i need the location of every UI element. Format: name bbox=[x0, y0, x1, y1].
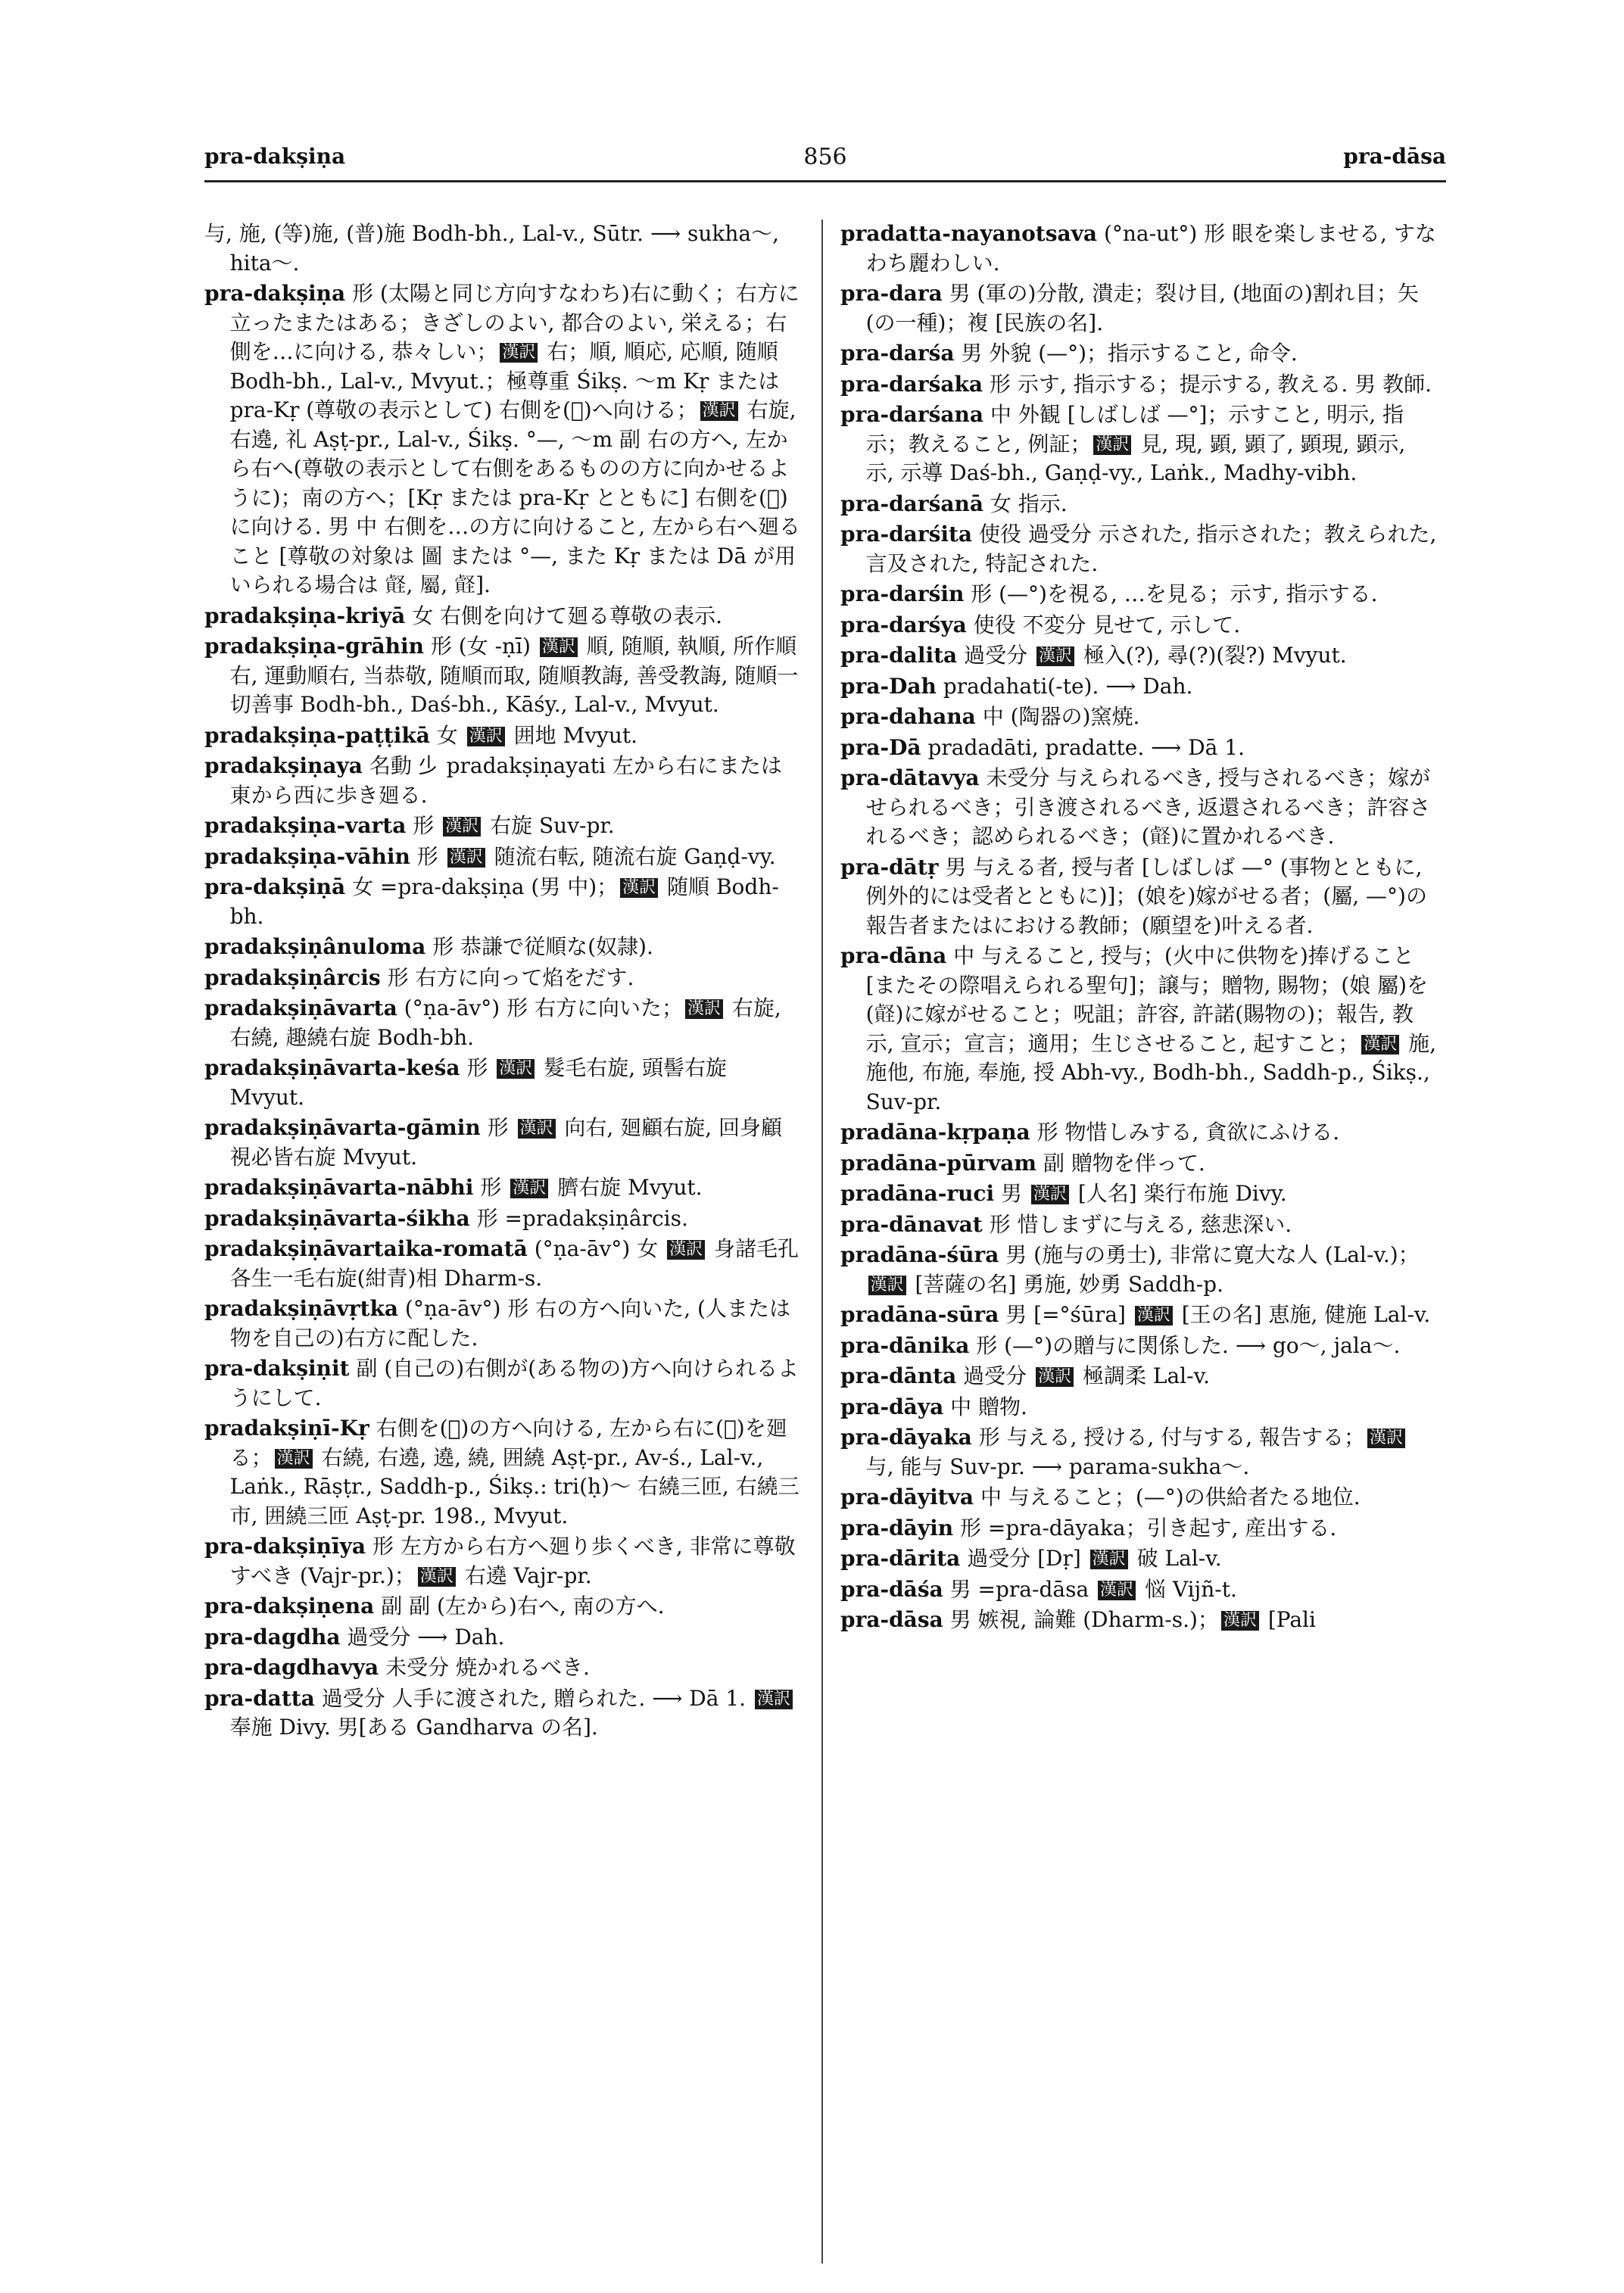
dictionary-entry bbox=[840, 220, 1439, 278]
entry-definition: 使役 不変分 見せて, 示して. bbox=[973, 612, 1241, 637]
entry-headword: pra-darśanā bbox=[840, 491, 983, 516]
translation-label: 漢訳 bbox=[1135, 1306, 1173, 1326]
entry-headword: pra-darśya bbox=[840, 612, 967, 637]
entry-definition: 形 (—°)を視る, …を見る；示す, 指示する. bbox=[971, 581, 1378, 606]
dictionary-entry bbox=[204, 873, 803, 931]
page-header bbox=[204, 144, 1446, 182]
entry-headword: pra-dānta bbox=[840, 1363, 957, 1388]
dictionary-entry bbox=[204, 721, 803, 751]
dictionary-entry bbox=[204, 279, 803, 600]
dictionary-entry bbox=[204, 632, 803, 720]
entry-headword: pra-darśin bbox=[840, 581, 965, 606]
entry-headword: pradakṣiṇa-grāhin bbox=[204, 634, 424, 659]
entry-headword: pra-dāyaka bbox=[840, 1425, 972, 1450]
entry-headword: pradakṣiṇāvartaika-romatā bbox=[204, 1236, 528, 1261]
dictionary-entry bbox=[840, 1544, 1439, 1574]
dictionary-entry bbox=[840, 764, 1439, 852]
translation-label: 漢訳 bbox=[1090, 1550, 1128, 1569]
dictionary-entry bbox=[204, 1173, 803, 1203]
dictionary-entry bbox=[204, 994, 803, 1052]
entry-definition: 男 外貌 (—°)；指示すること, 命令. bbox=[961, 341, 1298, 366]
entry-headword: pra-Dā bbox=[840, 734, 921, 760]
dictionary-entry bbox=[204, 1684, 803, 1743]
dictionary-entry bbox=[204, 1204, 803, 1234]
entry-headword: pra-dāyin bbox=[840, 1515, 954, 1541]
entry-definition: 名動 𣥂 pradakṣiṇayati 左から右にまたは東から西に歩き廻る. bbox=[229, 753, 782, 808]
entry-definition: 中 与えること；(—°)の供給者たる地位. bbox=[980, 1485, 1361, 1509]
translation-label: 漢訳 bbox=[510, 1179, 548, 1198]
entry-headword: pra-dakṣiṇit bbox=[204, 1356, 350, 1381]
dictionary-entry bbox=[840, 1241, 1439, 1299]
entry-headword: pradakṣiṇāvarta-gāmin bbox=[204, 1115, 481, 1140]
translation-label: 漢訳 bbox=[755, 1690, 793, 1709]
entry-definition: 形 漢訳 髮毛右旋, 頭髻右旋 Mvyut. bbox=[229, 1055, 728, 1110]
entry-headword: pradāna-ruci bbox=[840, 1181, 995, 1206]
entry-definition: 男 与える者, 授与者 [しばしば —° (事物とともに, 例外的には受者とともに)]；(娘を)嫁がせる者；(屬, —°)の報告者またはにおける教師；(願望を)叶える者. bbox=[865, 854, 1427, 938]
entry-headword: pra-darśa bbox=[840, 341, 955, 366]
dictionary-entry bbox=[840, 520, 1439, 578]
entry-headword: pra-dānavat bbox=[840, 1211, 983, 1237]
dictionary-entry bbox=[840, 279, 1439, 338]
entry-definition: 形 漢訳 臍右旋 Mvyut. bbox=[480, 1175, 703, 1200]
translation-label: 漢訳 bbox=[1031, 1185, 1069, 1204]
entry-headword: pra-dārita bbox=[840, 1546, 961, 1571]
header-rule bbox=[204, 180, 1446, 182]
entry-headword: pra-dahana bbox=[840, 704, 976, 729]
entry-headword: pra-dagdha bbox=[204, 1624, 341, 1650]
dictionary-entry bbox=[840, 1393, 1439, 1422]
entry-headword: pradakṣiṇī-Kṛ bbox=[204, 1416, 369, 1441]
entry-definition: 中 外観 [しばしば —°]；示すこと, 明示, 指示；教えること, 例証； 漢訳 見, 現, 顕, 顕了, 顕現, 顕示, 示, 示導 Daś-bh., Gaṇḍ-vy., Laṅk., Madhy-vibh. bbox=[865, 402, 1406, 485]
translation-label: 漢訳 bbox=[418, 1567, 456, 1587]
dictionary-entry bbox=[840, 339, 1439, 369]
left-column bbox=[204, 220, 803, 1744]
dictionary-entry bbox=[840, 490, 1439, 519]
translation-label: 漢訳 bbox=[500, 343, 538, 363]
entry-definition: 形 恭謙で従順な(奴隷). bbox=[432, 934, 653, 959]
entry-definition: 形 惜しまずに与える, 慈悲深い. bbox=[989, 1211, 1292, 1237]
entry-definition: 形 漢訳 向右, 廻顧右旋, 回身顧視必皆右旋 Mvyut. bbox=[229, 1115, 783, 1170]
dictionary-entry bbox=[840, 853, 1439, 941]
entry-headword: pra-dātavya bbox=[840, 765, 980, 790]
entry-headword: pradakṣiṇa-paṭṭikā bbox=[204, 722, 430, 748]
entry-headword: pradakṣiṇāvarta bbox=[204, 995, 397, 1020]
dictionary-entry bbox=[840, 1210, 1439, 1240]
entry-headword: pradakṣiṇaya bbox=[204, 753, 363, 778]
entry-headword: pra-dakṣiṇa bbox=[204, 281, 346, 306]
entry-definition: 形 左方から右方へ廻り歩くべき, 非常に尊敬すべき (Vajr-pr.)； 漢訳 右遶 Vajr-pr. bbox=[229, 1534, 796, 1588]
entry-definition: 過受分 漢訳 極入(?), 尋(?)(裂?) Mvyut. bbox=[964, 643, 1347, 668]
translation-label: 漢訳 bbox=[868, 1276, 906, 1295]
dictionary-entry bbox=[204, 964, 803, 993]
entry-headword: pra-dara bbox=[840, 281, 943, 306]
dictionary-entry bbox=[840, 370, 1439, 400]
dictionary-entry bbox=[204, 812, 803, 841]
entry-definition: 女 指示. bbox=[990, 491, 1068, 516]
entry-headword: pra-dāya bbox=[840, 1394, 944, 1419]
entry-definition: 男 嫉視, 論難 (Dharm-s.)； 漢訳 [Pali bbox=[949, 1607, 1316, 1632]
entry-definition: 使役 過受分 示された, 指示された；教えられた, 言及された, 特記された. bbox=[865, 522, 1437, 576]
translation-label: 漢訳 bbox=[540, 637, 578, 657]
dictionary-entry bbox=[840, 400, 1439, 488]
dictionary-entry bbox=[840, 1179, 1439, 1209]
entry-headword: pra-darśana bbox=[840, 402, 983, 427]
translation-label: 漢訳 bbox=[620, 878, 658, 898]
column-divider bbox=[821, 220, 823, 2263]
entry-definition: 副 (自己の)右側が(ある物の)方へ向けられるようにして. bbox=[229, 1356, 800, 1410]
entry-definition: pradahati(-te). ⟶ Dah. bbox=[943, 673, 1193, 699]
entry-headword: pra-dāśa bbox=[840, 1576, 943, 1602]
entry-definition: 男 =pra-dāsa 漢訳 悩 Vijñ-t. bbox=[949, 1576, 1237, 1602]
entry-definition: 形 漢訳 右旋 Suv-pr. bbox=[413, 813, 615, 838]
translation-label: 漢訳 bbox=[1093, 435, 1131, 455]
translation-label: 漢訳 bbox=[1361, 1035, 1399, 1055]
running-head-right: pra-dāsa bbox=[1343, 144, 1446, 169]
entry-headword: pra-datta bbox=[204, 1685, 315, 1711]
dictionary-entry bbox=[204, 1294, 803, 1353]
entry-definition: 過受分 ⟶ Dah. bbox=[347, 1624, 505, 1650]
translation-label: 漢訳 bbox=[667, 1240, 705, 1260]
translation-label: 漢訳 bbox=[1221, 1611, 1259, 1631]
running-head-left: pra-dakṣiṇa bbox=[204, 144, 346, 169]
dictionary-entry bbox=[204, 1054, 803, 1112]
dictionary-entry bbox=[204, 220, 803, 278]
entry-definition: 未受分 与えられるべき, 授与されるべき；嫁がせられるべき；引き渡されるべき, 返還されるべき；許容されるべき；認められるべき；(𧷎)に置かれるべき. bbox=[865, 765, 1431, 849]
dictionary-entry bbox=[840, 942, 1439, 1117]
dictionary-entry bbox=[204, 933, 803, 962]
dictionary-entry bbox=[840, 1423, 1439, 1481]
entry-headword: pra-dānika bbox=[840, 1332, 970, 1358]
entry-definition: 女 =pra-dakṣiṇa (男 中)； 漢訳 随順 Bodh-bh. bbox=[229, 874, 779, 929]
dictionary-entry bbox=[204, 1653, 803, 1683]
dictionary-entry bbox=[840, 611, 1439, 640]
entry-headword: pradāna-śūra bbox=[840, 1242, 999, 1267]
entry-definition: 形 =pra-dāyaka；引き起す, 産出する. bbox=[959, 1515, 1337, 1541]
dictionary-entry bbox=[840, 1149, 1439, 1179]
entry-headword: pradakṣiṇa-kriyā bbox=[204, 603, 406, 628]
entry-headword: pra-dāna bbox=[840, 943, 947, 968]
dictionary-entry bbox=[840, 641, 1439, 671]
entry-definition: 女 右側を向けて廻る尊敬の表示. bbox=[412, 603, 723, 628]
entry-definition: 未受分 焼かれるべき. bbox=[385, 1655, 590, 1680]
entry-definition: 形 (女 -ṇī) 漢訳 順, 随順, 執順, 所作順右, 運動順右, 当恭敬, 随順而取, 随順教誨, 善受教誨, 随順一切善事 Bodh-bh., Daś-bh., Kāśy., Lal-v., Mvyut. bbox=[229, 634, 799, 717]
entry-definition: 女 漢訳 囲地 Mvyut. bbox=[436, 722, 638, 748]
entry-headword: pra-Dah bbox=[840, 673, 937, 699]
entry-definition: (°ṇa-āv°) 形 右方に向いた； 漢訳 右旋, 右繞, 趣繞右旋 Bodh-bh. bbox=[229, 995, 781, 1050]
entry-definition: 形 漢訳 随流右転, 随流右旋 Gaṇḍ-vy. bbox=[416, 843, 776, 869]
entry-definition: 男 (施与の勇士), 非常に寛大な人 (Lal-v.)；漢訳 [菩薩の名] 勇施, 妙勇 Saddh-p. bbox=[866, 1242, 1420, 1297]
entry-definition: pradadāti, pradatte. ⟶ Dā 1. bbox=[927, 734, 1245, 760]
entry-definition: 形 (太陽と同じ方向すなわち)右に動く；右方に立ったまたはある；きざしのよい, 都合のよい, 栄える；右側を…に向ける, 恭々しい； 漢訳 右；順, 順応, 応順, 随順 Bodh-bh., Lal-v., Mvyut.；極尊重 Śikṣ. ～m Kṛ または pra-Kṛ (尊敬の表示として) 右側を(𥘉)へ向ける； 漢訳 右旋, 右遶, 礼 Aṣṭ-pr., Lal-v., Śikṣ. °—, ～m 副 右の方へ, 左から右へ(尊敬の表示として右側をあるものの方に向かせるように)；南の方へ；[Kṛ または pra-Kṛ とともに] 右側を(𥘉)に向ける. 男 中 右側を…の方に向けること, 左から右へ廻ること [尊敬の対象は 圖 または °—, また Kṛ または Dā が用いられる場合は 𧷎, 屬, 𧷎]. bbox=[229, 281, 800, 597]
entry-definition: 形 示す, 指示する；提示する, 教える. 男 教師. bbox=[989, 371, 1432, 397]
dictionary-entry bbox=[840, 734, 1439, 763]
dictionary-entry bbox=[840, 1483, 1439, 1513]
entry-definition: 形 右方に向って焰をだす. bbox=[387, 964, 634, 990]
dictionary-entry bbox=[204, 1235, 803, 1293]
right-column bbox=[840, 220, 1439, 1637]
translation-label: 漢訳 bbox=[443, 817, 481, 837]
translation-label: 漢訳 bbox=[275, 1449, 313, 1469]
dictionary-entry bbox=[204, 752, 803, 810]
dictionary-entry bbox=[204, 1114, 803, 1172]
translation-label: 漢訳 bbox=[1098, 1581, 1136, 1600]
dictionary-entry bbox=[204, 1532, 803, 1590]
entry-definition: 副 副 (左から)右へ, 南の方へ. bbox=[381, 1594, 665, 1618]
entry-headword: pradakṣiṇāvarta-keśa bbox=[204, 1055, 460, 1080]
entry-headword: pra-darśita bbox=[840, 522, 973, 547]
entry-headword: pra-dalita bbox=[840, 643, 958, 668]
entry-headword: pra-dātṛ bbox=[840, 854, 939, 880]
translation-label: 漢訳 bbox=[685, 999, 723, 1019]
dictionary-entry bbox=[840, 1606, 1439, 1635]
entry-definition: 右側を(𥘉)の方へ向ける, 左から右に(𥘉)を廻る； 漢訳 右繞, 右遶, 遶, 繞, 囲繞 Aṣṭ-pr., Av-ś., Lal-v., Laṅk., Rāṣṭr., Saddh-p., Śikṣ.: tri(ḥ)～ 右繞三匝, 右繞三市, 囲繞三匝 Aṣṭ-pr. 198., Mvyut. bbox=[229, 1416, 800, 1528]
dictionary-entry bbox=[204, 1414, 803, 1531]
entry-definition: 男 [=°śūra] 漢訳 [王の名] 恵施, 健施 Lal-v. bbox=[1005, 1302, 1431, 1327]
entry-headword: pradakṣiṇânuloma bbox=[204, 934, 426, 959]
entry-definition: 過受分 人手に渡された, 贈られた. ⟶ Dā 1. 漢訳 奉施 Divy. 男[ある Gandharva の名]. bbox=[230, 1686, 795, 1740]
entry-definition: 中 贈物. bbox=[950, 1394, 1027, 1419]
entry-headword: pra-dāsa bbox=[840, 1607, 943, 1632]
dictionary-entry bbox=[840, 1332, 1439, 1361]
entry-definition: (°na-ut°) 形 眼を楽しませる, すなわち麗わしい. bbox=[865, 221, 1436, 276]
dictionary-entry bbox=[204, 1623, 803, 1653]
entry-headword: pradāna-kṛpaṇa bbox=[840, 1120, 1030, 1145]
entry-definition: (°ṇa-āv°) 女 漢訳 身諸毛孔各生一毛右旋(紺青)相 Dharm-s. bbox=[229, 1236, 799, 1291]
entry-headword: pradakṣiṇāvṛtka bbox=[204, 1296, 398, 1321]
entry-definition: 男 (軍の)分散, 潰走；裂け目, (地面の)割れ目；矢(の一種)；複 [民族の名]. bbox=[865, 281, 1419, 335]
translation-label: 漢訳 bbox=[1367, 1428, 1405, 1448]
dictionary-entry bbox=[204, 1354, 803, 1413]
entry-headword: pradakṣiṇârcis bbox=[204, 964, 381, 990]
translation-label: 漢訳 bbox=[447, 848, 485, 868]
entry-definition: 形 =pradakṣiṇârcis. bbox=[476, 1205, 688, 1231]
entry-definition: (°ṇa-āv°) 形 右の方へ向いた, (人または物を自己の)右方に配した. bbox=[229, 1296, 790, 1351]
entry-headword: pradakṣiṇāvarta-śikha bbox=[204, 1205, 470, 1231]
entry-headword: pra-dakṣiṇīya bbox=[204, 1534, 366, 1559]
dictionary-entry bbox=[840, 1118, 1439, 1148]
entry-definition: 与, 施, (等)施, (普)施 Bodh-bh., Lal-v., Sūtr. ⟶ sukha～, hita～. bbox=[204, 221, 780, 276]
translation-label: 漢訳 bbox=[497, 1059, 535, 1079]
dictionary-entry bbox=[204, 843, 803, 872]
translation-label: 漢訳 bbox=[700, 401, 738, 421]
translation-label: 漢訳 bbox=[467, 727, 505, 746]
entry-headword: pradakṣiṇa-varta bbox=[204, 813, 407, 838]
entry-headword: pradāna-pūrvam bbox=[840, 1150, 1037, 1176]
entry-definition: 過受分 [Dṛ] 漢訳 破 Lal-v. bbox=[967, 1546, 1222, 1571]
page-number: 856 bbox=[803, 144, 847, 170]
entry-headword: pra-dāyitva bbox=[840, 1485, 974, 1509]
entry-headword: pradakṣiṇa-vāhin bbox=[204, 843, 410, 869]
dictionary-entry bbox=[840, 580, 1439, 609]
dictionary-entry bbox=[840, 703, 1439, 732]
entry-definition: 過受分 漢訳 極調柔 Lal-v. bbox=[963, 1363, 1210, 1388]
dictionary-entry bbox=[840, 1362, 1439, 1391]
entry-headword: pra-dagdhavya bbox=[204, 1655, 379, 1680]
entry-definition: 形 (—°)の贈与に関係した. ⟶ go～, jala～. bbox=[976, 1332, 1401, 1358]
dictionary-entry bbox=[840, 1301, 1439, 1330]
dictionary-entry bbox=[840, 1514, 1439, 1544]
translation-label: 漢訳 bbox=[518, 1119, 556, 1139]
dictionary-entry bbox=[840, 1575, 1439, 1605]
entry-definition: 中 与えること, 授与；(火中に供物を)捧げること [またその際唱えられる聖句]；譲与；贈物, 賜物；(娘 屬)を(𧷎)に嫁がせること；呪詛；許容, 許諾(賜物の)；報告, 教示, 宣示；宣言；適用；生じさせること, 起すこと； 漢訳 施, 施他, 布施, 奉施, 授 Abh-vy., Bodh-bh., Saddh-p., Śikṣ., Suv-pr. bbox=[865, 943, 1437, 1114]
entry-headword: pra-darśaka bbox=[840, 371, 983, 397]
entry-headword: pradatta-nayanotsava bbox=[840, 221, 1098, 246]
entry-headword: pradakṣiṇāvarta-nābhi bbox=[204, 1175, 474, 1200]
entry-definition: 形 物惜しみする, 貪欲にふける. bbox=[1036, 1120, 1340, 1145]
entry-headword: pra-dakṣiṇena bbox=[204, 1594, 375, 1618]
entry-definition: 形 与える, 授ける, 付与する, 報告する； 漢訳 与, 能与 Suv-pr. ⟶ parama-sukha～. bbox=[866, 1425, 1407, 1479]
translation-label: 漢訳 bbox=[1036, 1367, 1074, 1387]
dictionary-entry bbox=[204, 602, 803, 631]
dictionary-entry bbox=[204, 1592, 803, 1622]
entry-headword: pra-dakṣiṇā bbox=[204, 874, 346, 899]
entry-headword: pradāna-sūra bbox=[840, 1302, 999, 1327]
translation-label: 漢訳 bbox=[1036, 646, 1074, 666]
entry-definition: 副 贈物を伴って. bbox=[1043, 1150, 1205, 1176]
entry-definition: 男 漢訳 [人名] 楽行布施 Divy. bbox=[1001, 1181, 1287, 1206]
entry-definition: 中 (陶器の)窯焼. bbox=[982, 704, 1140, 729]
dictionary-entry bbox=[840, 672, 1439, 702]
